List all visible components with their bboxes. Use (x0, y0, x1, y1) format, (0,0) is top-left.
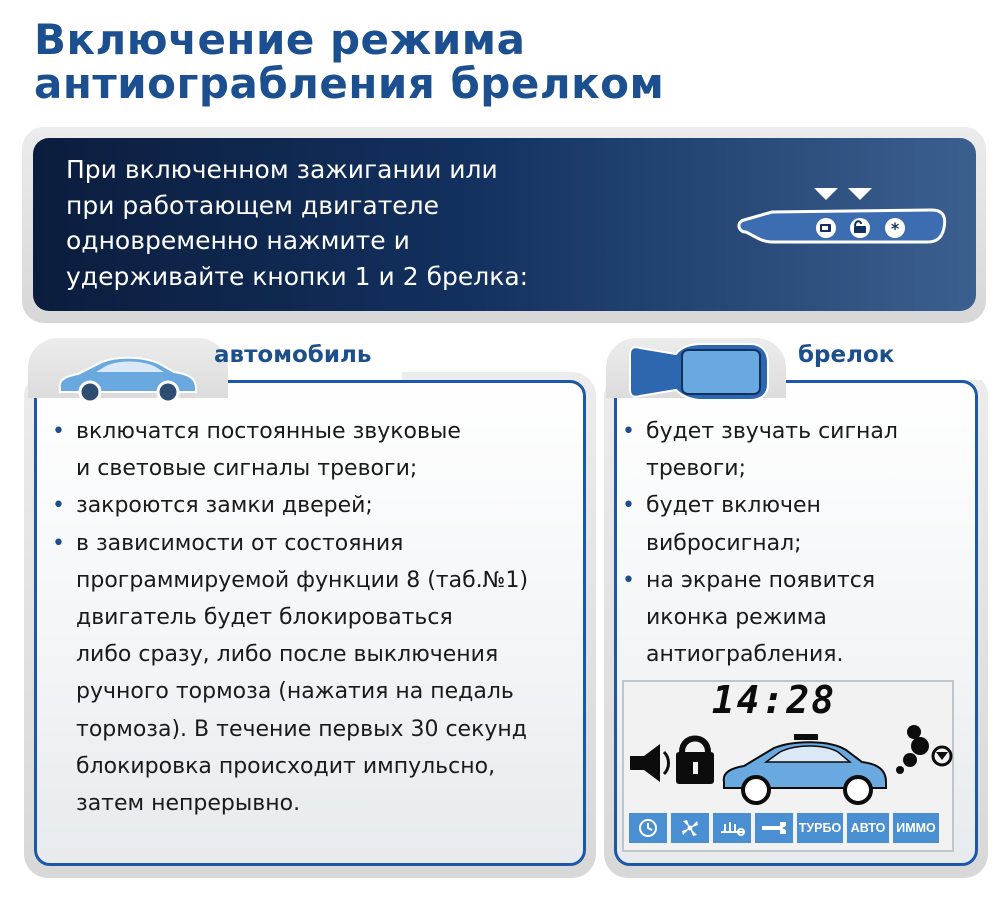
list-line: • будет звучать сигнал (646, 419, 898, 444)
list-line: вибросигнал; (646, 530, 802, 556)
turbo-label: ТУРБО (797, 813, 843, 843)
list-line: • в зависимости от состояния (76, 530, 404, 556)
immo-label: ИММО (893, 813, 939, 843)
fan-icon (671, 813, 709, 843)
car-icon (724, 734, 886, 803)
keyfob-illustration (732, 176, 950, 256)
unlock-button-icon (850, 218, 870, 238)
list-item (620, 562, 975, 674)
press-arrow-icon (814, 188, 838, 200)
banner-line: При включенном зажигании или (66, 155, 498, 184)
list-line: иконка режима (646, 605, 827, 631)
banner-line: при работающем двигателе (66, 190, 439, 220)
list-line: • на экране появится (646, 567, 876, 593)
horn-icon (630, 744, 669, 782)
banner-text (66, 152, 626, 294)
list-line: • включатся постоянные звуковые (76, 419, 461, 444)
lock-button-icon (816, 218, 836, 238)
title-line-1: Включение режима (34, 15, 526, 64)
car-effects-list (50, 413, 590, 822)
list-line: антиограбления. (646, 642, 844, 668)
svg-text:*: * (890, 219, 900, 238)
exhaust-icon (896, 725, 929, 774)
wrench-icon (755, 813, 793, 843)
list-line: двигатель будет блокироваться (76, 605, 453, 631)
lcd-icons (624, 712, 954, 822)
car-icon (52, 344, 202, 404)
keyfob-icon (622, 340, 772, 404)
list-line: тревоги; (646, 456, 747, 482)
list-line: затем непрерывно. (76, 791, 301, 817)
list-line: • будет включен (646, 493, 821, 519)
list-line: и световые сигналы тревоги; (76, 456, 418, 482)
list-line: блокировка происходит импульсно, (76, 753, 496, 779)
press-arrow-icon (848, 188, 872, 200)
lcd-time: 14:28 (711, 678, 837, 722)
auto-label: АВТО (847, 813, 889, 843)
banner-line: одновременно нажмите и (66, 226, 410, 255)
lcd-status-bar (626, 810, 952, 846)
list-line: ручного тормоза (нажатия на педаль (76, 679, 514, 705)
list-line: либо сразу, либо после выключения (76, 642, 499, 668)
heater-icon (713, 813, 751, 843)
list-item (620, 487, 975, 561)
list-line: • закроются замки дверей; (76, 493, 373, 519)
padlock-icon (676, 739, 714, 785)
page-title (34, 15, 734, 108)
car-panel-heading: автомобиль (214, 342, 372, 368)
banner-line: удерживайте кнопки 1 и 2 брелка: (66, 261, 529, 291)
list-line: программируемой функции 8 (таб.№1) (76, 567, 529, 593)
title-line-2: антиограбления брелком (34, 59, 665, 108)
ignition-icon (933, 747, 951, 765)
star-button-icon (885, 218, 905, 238)
fob-panel-heading: брелок (798, 342, 895, 368)
list-item (620, 413, 975, 487)
clock-icon (629, 813, 667, 843)
fob-effects-list (620, 413, 975, 673)
list-item (50, 525, 590, 823)
list-item (50, 413, 590, 487)
list-line: тормоза). В течение первых 30 секунд (76, 716, 527, 742)
list-item (50, 487, 590, 524)
